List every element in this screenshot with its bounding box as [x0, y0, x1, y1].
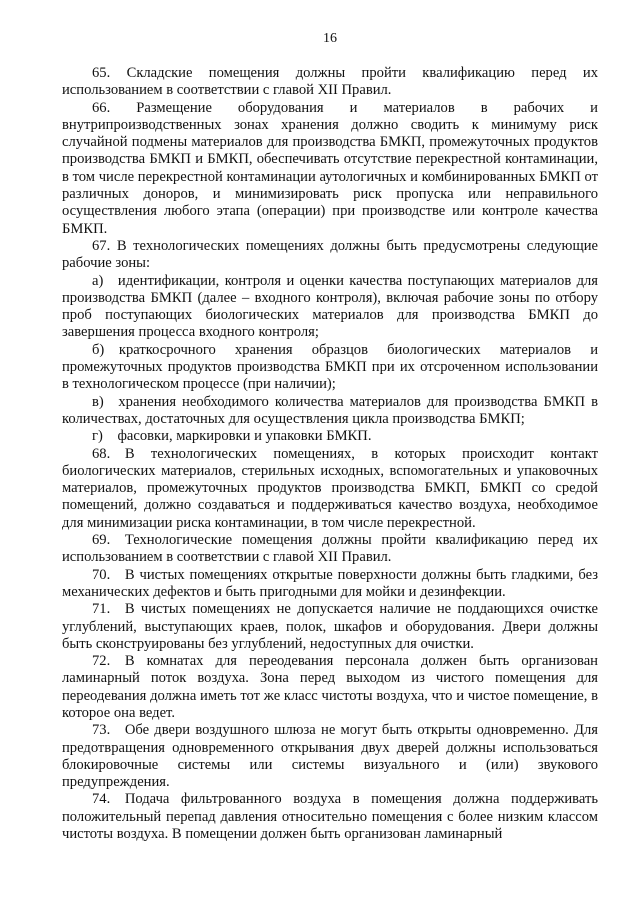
- paragraph-71: 71. В чистых помещениях не допускается наличие не поддающихся очистке углублений, выступающих краев, полок, шкафов и оборудования. Двери должны быть сконструированы без углублений, недоступных для очистки.: [62, 601, 598, 652]
- paragraph-67-item-v: в) хранения необходимого количества материалов для производства БМКП в количествах, достаточных для осуществления цикла производства БМКП;: [62, 393, 598, 427]
- paragraph-67-item-g: г) фасовки, маркировки и упаковки БМКП.: [92, 428, 372, 445]
- paragraph-67-item-b: б) краткосрочного хранения образцов биологических материалов и промежуточных продуктов производства БМКП при их отсроченном использовании в технологическом процессе (при наличии);: [62, 341, 598, 393]
- paragraph-74: 74. Подача фильтрованного воздуха в помещения должна поддерживать положительный перепад давления относительно помещения с более низким классом чистоты воздуха. В помещении должен быть организован ламинарный: [62, 791, 598, 843]
- paragraph-66: 66. Размещение оборудования и материалов в рабочих и внутрипроизводственных зонах хранения должно сводить к минимуму риск случайной подмены материалов для производства БМКП, промежуточных продуктов производства БМКП и БМКП, обеспечивать отсутствие перекрестной контаминации, в том числе перекрестной контаминации аутологичных и комбинированных БМКП от различных доноров, и минимизировать риск пропуска или неправильного осуществления любого этапа (операции) при производстве или контроле качества БМКП.: [62, 99, 598, 237]
- document-page: [62, 30, 598, 843]
- paragraph-67-item-a: а) идентификации, контроля и оценки качества поступающих материалов для производства БМКП (далее – входного контроля), включая рабочие зоны по отбору проб поступающих биологических материалов для производства БМКП до завершения процесса входного контроля;: [62, 272, 598, 341]
- paragraph-68: 68. В технологических помещениях, в которых происходит контакт биологических материалов, стерильных исходных, вспомогательных и упаковочных материалов, промежуточных продуктов производства БМКП, БМКП со средой помещений, должно создаваться и поддерживаться качество воздуха, необходимое для минимизации риска контаминации, в том числе перекрестной.: [62, 445, 598, 531]
- paragraph-70: 70. В чистых помещениях открытые поверхности должны быть гладкими, без механических дефектов и быть пригодными для мойки и дезинфекции.: [62, 566, 598, 600]
- paragraph-72: 72. В комнатах для переодевания персонала должен быть организован ламинарный поток воздуха. Зона перед выходом из чистого помещения для переодевания должна иметь тот же класс чистоты воздуха, что и чистое помещение, в которое она ведет.: [62, 653, 598, 721]
- paragraph-67: 67. В технологических помещениях должны быть предусмотрены следующие рабочие зоны:: [62, 237, 598, 272]
- paragraph-69: 69. Технологические помещения должны пройти квалификацию перед их использованием в соответствии с главой XII Правил.: [62, 532, 598, 566]
- page-number: 16: [323, 31, 337, 46]
- paragraph-65: 65. Складские помещения должны пройти квалификацию перед их использованием в соответствии с главой XII Правил.: [62, 65, 598, 99]
- paragraph-73: 73. Обе двери воздушного шлюза не могут быть открыты одновременно. Для предотвращения одновременного открывания двух дверей должны использоваться блокировочные системы или системы визуального и (или) звукового предупреждения.: [62, 722, 598, 791]
